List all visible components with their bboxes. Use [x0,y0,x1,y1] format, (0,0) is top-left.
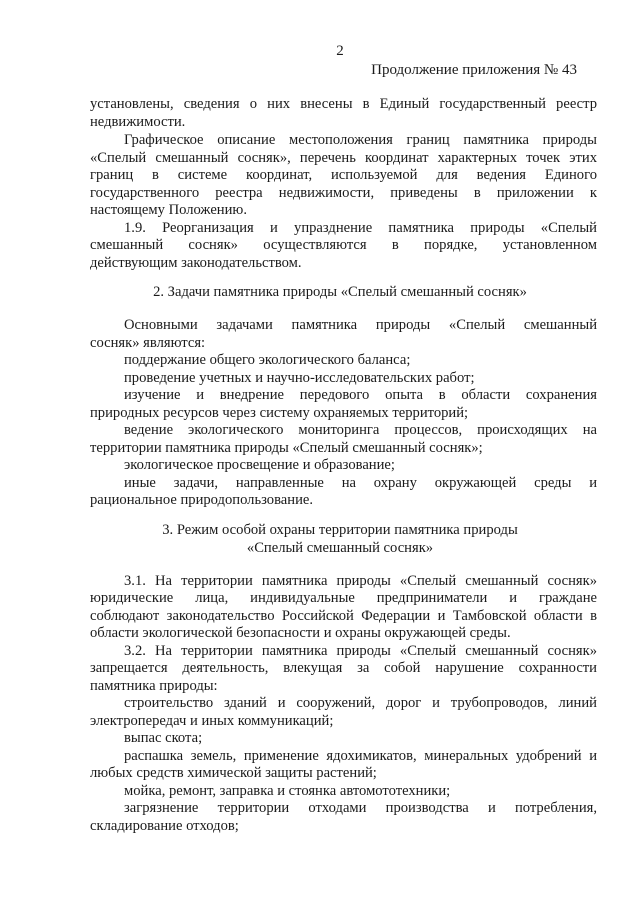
list-item: поддержание общего экологического баланса; [124,352,411,368]
text-line: смешанный сосняк» осуществляются в порядке, установленном [90,237,597,253]
text-line: области экологической безопасности и охраны окружающей среды. [90,625,511,641]
list-item: распашка земель, применение ядохимикатов, минеральных удобрений и [124,748,597,764]
text-line: электропередач и иных коммуникаций; [90,713,334,729]
list-item: ведение экологического мониторинга процессов, происходящих на [124,422,597,438]
list-item: проведение учетных и научно-исследовательских работ; [124,370,475,386]
section-heading: 3. Режим особой охраны территории памятника природы [162,522,518,538]
text-line: памятника природы: [90,678,218,694]
list-item: выпас скота; [124,730,203,746]
text-line: настоящему Положению. [90,202,247,218]
text-line: 1.9. Реорганизация и упразднение памятника природы «Спелый [124,220,597,236]
text-line: любых средств химической защиты растений; [90,765,377,781]
text-line: действующим законодательством. [90,255,302,271]
text-line: запрещается деятельность, влекущая за собой нарушение сохранности [90,660,597,676]
list-item: мойка, ремонт, заправка и стоянка автомототехники; [124,783,451,799]
list-item: строительство зданий и сооружений, дорог и трубопроводов, линий [124,695,597,711]
text-line: Основными задачами памятника природы «Спелый смешанный [124,317,597,333]
text-line: рациональное природопользование. [90,492,314,508]
text-line: установлены, сведения о них внесены в Единый государственный реестр [90,96,597,112]
text-line: 3.1. На территории памятника природы «Спелый смешанный сосняк» [124,573,597,589]
text-line: недвижимости. [90,114,186,130]
text-line: складирование отходов; [90,818,239,834]
text-line: границ в системе координат, используемой для ведения Единого [90,167,597,183]
list-item: изучение и внедрение передового опыта в области сохранения [124,387,597,403]
continuation-note: Продолжение приложения № 43 [371,62,577,78]
section-heading: «Спелый смешанный сосняк» [246,540,434,556]
text-line: Графическое описание местоположения границ памятника природы [124,132,597,148]
text-line: юридические лица, индивидуальные предприниматели и граждане [90,590,597,606]
text-line: «Спелый смешанный сосняк», перечень координат характерных точек этих [90,150,597,166]
text-line: соблюдают законодательство Российской Федерации и Тамбовской области в [90,608,597,624]
text-line: территории памятника природы «Спелый смешанный сосняк»; [90,440,483,456]
text-line: государственного реестра недвижимости, приведены в приложении к [90,185,597,201]
list-item: экологическое просвещение и образование; [124,457,395,473]
text-line: сосняк» являются: [90,335,206,351]
text-line: природных ресурсов через систему охраняемых территорий; [90,405,469,421]
text-line: 3.2. На территории памятника природы «Спелый смешанный сосняк» [124,643,597,659]
list-item: загрязнение территории отходами производства и потребления, [124,800,597,816]
list-item: иные задачи, направленные на охрану окружающей среды и [124,475,597,491]
page-number: 2 [336,43,344,59]
section-heading: 2. Задачи памятника природы «Спелый смешанный сосняк» [153,284,527,300]
